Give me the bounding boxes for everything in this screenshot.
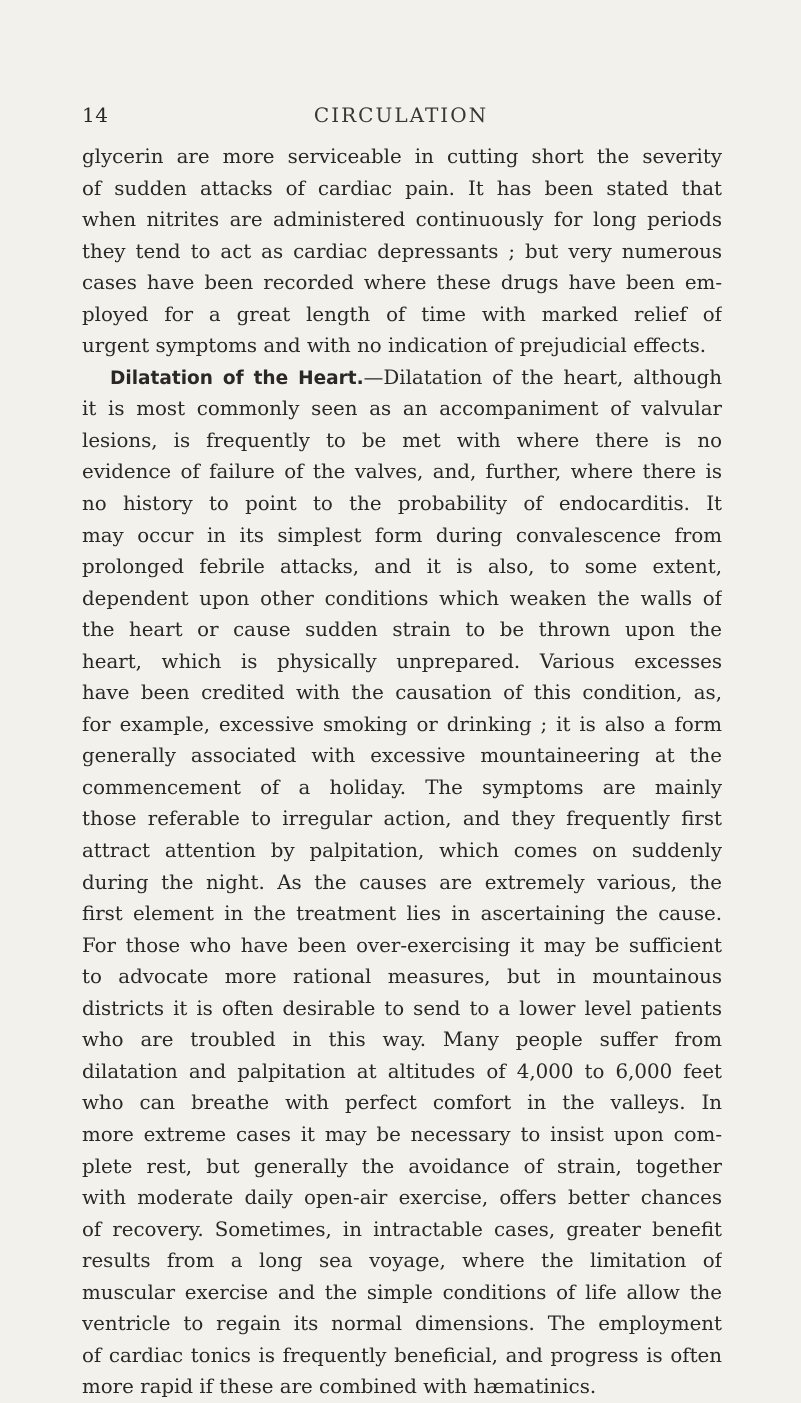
text-line: during the night. As the causes are extremely various, the — [82, 870, 722, 894]
text-line: glycerin are more serviceable in cutting short the severity — [82, 145, 722, 168]
text-line: ventricle to regain its normal dimensions. The employment — [82, 1312, 722, 1336]
text-line: urgent symptoms and with no indication of prejudicial effects. — [82, 334, 707, 358]
text-line: of cardiac tonics is frequently beneficial, and progress is often — [82, 1343, 722, 1367]
text-line: plete rest, but generally the avoidance of strain, together — [82, 1154, 722, 1178]
text-line: heart, which is physically unprepared. Various excesses — [82, 649, 722, 673]
text-line: for example, excessive smoking or drinking ; it is also a form — [82, 712, 722, 736]
text-line: those referable to irregular action, and they frequently first — [82, 807, 722, 831]
text-line: when nitrites are administered continuously for long periods — [82, 208, 722, 232]
text-line: commencement of a holiday. The symptoms are mainly — [82, 775, 722, 799]
running-head — [82, 103, 720, 133]
section-heading: Dilatation of the Heart. — [110, 367, 364, 389]
text-run: —Dilatation of the heart, although — [363, 365, 722, 389]
paragraph-1 — [82, 141, 722, 362]
text-line: results from a long sea voyage, where the limitation of — [82, 1249, 722, 1273]
text-line: ployed for a great length of time with marked relief of — [82, 302, 722, 326]
text-line: to advocate more rational measures, but in mountainous — [82, 965, 722, 989]
text-line: who can breathe with perfect comfort in the valleys. In — [82, 1091, 722, 1115]
body-text — [82, 141, 722, 1403]
text-line: with moderate daily open-air exercise, offers better chances — [82, 1186, 722, 1210]
page-number: 14 — [82, 103, 109, 127]
text-line: have been credited with the causation of this condition, as, — [82, 681, 722, 705]
text-line: prolonged febrile attacks, and it is also, to some extent, — [82, 555, 722, 579]
text-line: may occur in its simplest form during convalescence from — [82, 523, 722, 547]
text-line: the heart or cause sudden strain to be thrown upon the — [82, 618, 722, 642]
text-line: For those who have been over-exercising it may be sufficient — [82, 933, 722, 957]
paragraph-2-first-line — [82, 362, 722, 394]
text-line: more extreme cases it may be necessary to insist upon com- — [82, 1122, 722, 1146]
text-line: of sudden attacks of cardiac pain. It has been stated that — [82, 176, 722, 200]
text-line: dilatation and palpitation at altitudes of 4,000 to 6,000 feet — [82, 1059, 722, 1083]
text-line: it is most commonly seen as an accompaniment of valvular — [82, 397, 722, 421]
text-line: who are troubled in this way. Many people suffer from — [82, 1028, 722, 1052]
text-line: lesions, is frequently to be met with where there is no — [82, 428, 722, 452]
text-line: they tend to act as cardiac depressants ; but very numerous — [82, 239, 722, 263]
running-title: CIRCULATION — [313, 103, 489, 127]
text-line: dependent upon other conditions which weaken the walls of — [82, 586, 722, 610]
text-line: no history to point to the probability of endocarditis. It — [82, 492, 722, 516]
text-line: more rapid if these are combined with hæmatinics. — [82, 1375, 597, 1399]
text-line: evidence of failure of the valves, and, further, where there is — [82, 460, 722, 484]
paragraph-2 — [82, 362, 722, 1403]
text-line: districts it is often desirable to send to a lower level patients — [82, 996, 722, 1020]
text-line: generally associated with excessive mountaineering at the — [82, 744, 722, 768]
text-line: of recovery. Sometimes, in intractable cases, greater benefit — [82, 1217, 722, 1241]
text-line: attract attention by palpitation, which comes on suddenly — [82, 839, 722, 863]
text-line: muscular exercise and the simple conditions of life allow the — [82, 1280, 722, 1304]
text-line: cases have been recorded where these drugs have been em- — [82, 271, 722, 295]
text-line: first element in the treatment lies in ascertaining the cause. — [82, 902, 722, 926]
